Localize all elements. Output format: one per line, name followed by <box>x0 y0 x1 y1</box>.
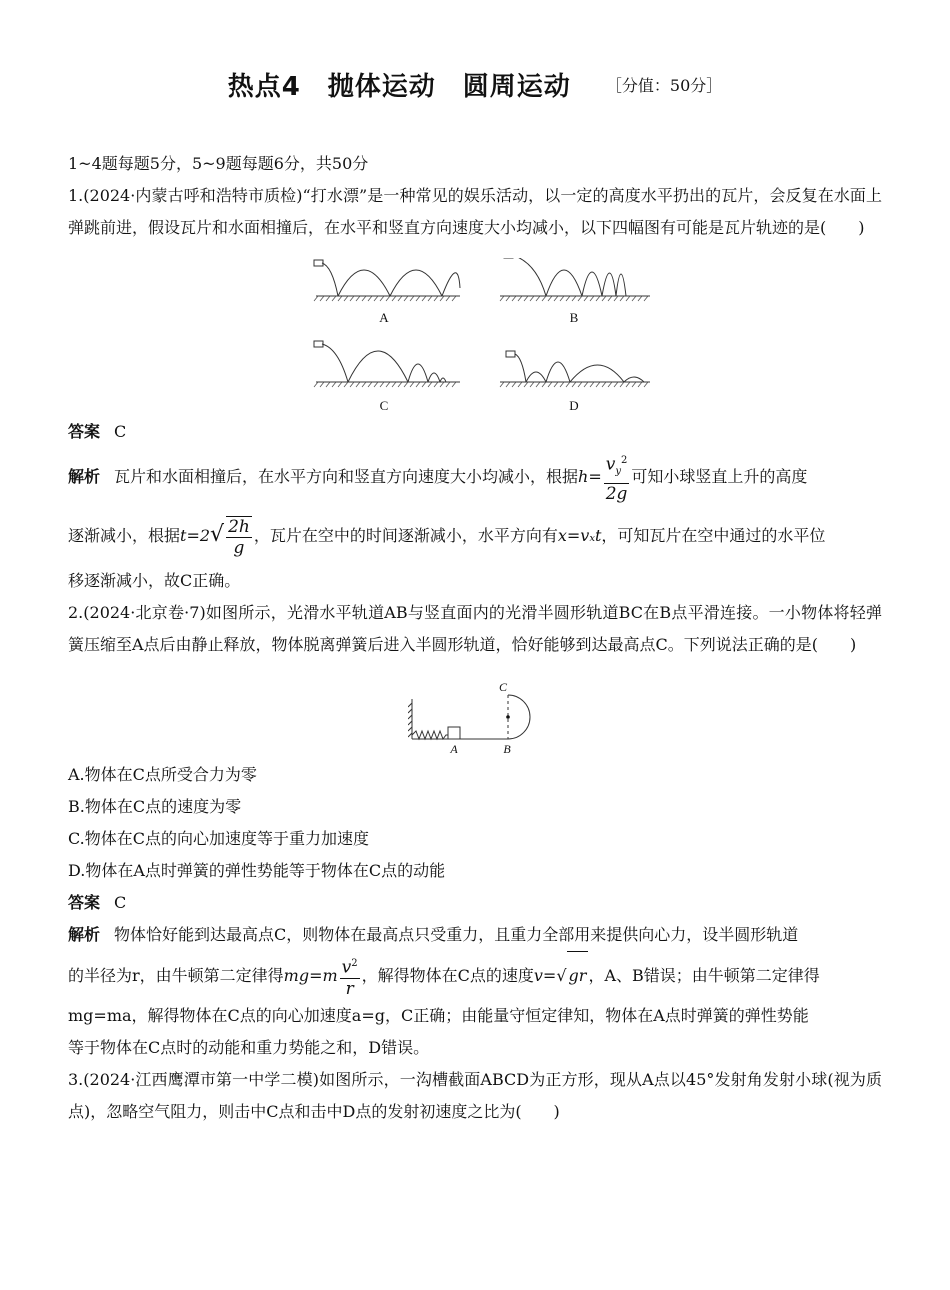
q2-answer <box>68 887 882 919</box>
formula-x: x=vₓt <box>557 526 602 545</box>
analysis-text: ，瓦片在空中的时间逐渐减小，水平方向有 <box>253 526 558 545</box>
instructions: 1~4题每题5分，5~9题每题6分，共50分 <box>68 154 369 173</box>
label-a: A <box>450 742 458 756</box>
figure-c <box>314 341 460 382</box>
q1-stem: 1.(2024·内蒙古呼和浩特市质检)“打水漂”是一种常见的娱乐活动，以一定的高度水平扔出的瓦片，会反复在水面上弹跳前进，假设瓦片和水面相撞后，在水平和竖直方向速度大小均减小，以下四幅图有可能是瓦片轨迹的是( ) <box>68 186 882 237</box>
analysis-text: ，A、B错误；由牛顿第二定律得 <box>588 966 820 985</box>
analysis-text: ，可知瓦片在空中通过的水平位 <box>601 526 826 545</box>
formula-t: t=2 <box>180 526 211 545</box>
q2-stem: 2.(2024·北京卷·7)如图所示，光滑水平轨道AB与竖直面内的光滑半圆形轨道BC在B点平滑连接。一小物体将轻弹簧压缩至A点后由静止释放，物体脱离弹簧后进入半圆形轨道，恰好能够到达最高点C。下列说法正确的是( ) <box>68 603 882 654</box>
page-title <box>0 66 950 103</box>
analysis-text: 物体恰好能到达最高点C，则物体在最高点只受重力，且重力全部用来提供向心力，设半圆形轨道 <box>114 925 799 944</box>
frac-sup: 2 <box>351 958 358 970</box>
frac-sup: 2 <box>621 455 628 467</box>
frac-sub: y <box>615 466 622 478</box>
label-c: C <box>498 680 508 694</box>
option-c: C.物体在C点的向心加速度等于重力加速度 <box>68 829 370 848</box>
score-note: ［分值：50分］ <box>605 76 723 95</box>
formula-v: v= <box>533 966 557 985</box>
q1-answer <box>68 416 882 448</box>
figure-a <box>314 260 460 296</box>
q2-analysis-line1 <box>68 919 882 951</box>
fraction-2h-g <box>226 516 252 558</box>
q1-analysis-line3: 移逐渐减小，故C正确。 <box>68 571 241 590</box>
analysis-text: 逐渐减小，根据 <box>68 526 181 545</box>
q2-analysis-line2: 的半径为r，由牛顿第二定律得mg=m $\frac{v^2}{r}$ ，解得物体在C点的速度v=√ gr ，A、B错误；由牛顿第二定律得 <box>68 951 882 1000</box>
fig-label-b: B <box>569 310 579 325</box>
q1-analysis-line1 <box>68 448 882 506</box>
frac-den: g <box>233 537 245 558</box>
frac-num: 2h <box>228 516 250 537</box>
option-d: D.物体在A点时弹簧的弹性势能等于物体在C点的动能 <box>68 861 446 880</box>
frac-num: v <box>605 455 616 476</box>
analysis-text: ，解得物体在C点的速度 <box>361 966 534 985</box>
analysis-text: 瓦片和水面相撞后，在水平方向和竖直方向速度大小均减小，根据 <box>114 467 579 486</box>
fraction-v2-r <box>340 954 360 999</box>
analysis-text: 的半径为r，由牛顿第二定律得 <box>68 966 284 985</box>
fig-label-c: C <box>379 398 389 413</box>
title-text: 热点4 抛体运动 圆周运动 <box>227 72 571 102</box>
analysis-label: 解析 <box>68 925 101 944</box>
option-b: B.物体在C点的速度为零 <box>68 797 242 816</box>
q1-analysis-line2: 逐渐减小，根据t=2√ $\frac{2h}{g}$ ，瓦片在空中的时间逐渐减小，水平方向有x=vₓt，可知瓦片在空中通过的水平位 <box>68 516 826 558</box>
answer-value: C <box>114 893 127 912</box>
sqrt-gr: gr <box>567 951 589 1000</box>
q1-figure <box>310 258 670 416</box>
formula-h: h= <box>578 467 602 486</box>
frac-den: r <box>345 978 354 999</box>
frac-den: 2g <box>605 483 628 504</box>
fig-label-d: D <box>569 398 579 413</box>
formula-mg: mg=m <box>283 966 338 985</box>
fig-label-a: A <box>379 310 389 325</box>
frac-num: v <box>341 957 352 978</box>
document-body <box>68 148 882 1128</box>
label-b: B <box>503 742 511 756</box>
answer-label: 答案 <box>68 893 101 912</box>
analysis-label: 解析 <box>68 467 101 486</box>
fraction-vy2-2g <box>604 451 630 503</box>
q2-analysis-line4: 等于物体在C点时的动能和重力势能之和，D错误。 <box>68 1038 430 1057</box>
q3-stem: 3.(2024·江西鹰潭市第一中学二模)如图所示，一沟槽截面ABCD为正方形，现从A点以45°发射角发射小球(视为质点)，忽略空气阻力，则击中C点和击中D点的发射初速度之比为( ) <box>68 1070 882 1121</box>
q2-figure <box>408 669 548 759</box>
q2-analysis-line3: mg=ma，解得物体在C点的向心加速度a=g，C正确；由能量守恒定律知，物体在A点时弹簧的弹性势能 <box>68 1006 809 1025</box>
option-a: A.物体在C点所受合力为零 <box>68 765 257 784</box>
analysis-text: 可知小球竖直上升的高度 <box>631 467 808 486</box>
figure-b <box>500 258 650 296</box>
answer-label: 答案 <box>68 422 101 441</box>
answer-value: C <box>114 422 127 441</box>
figure-d <box>500 351 650 382</box>
